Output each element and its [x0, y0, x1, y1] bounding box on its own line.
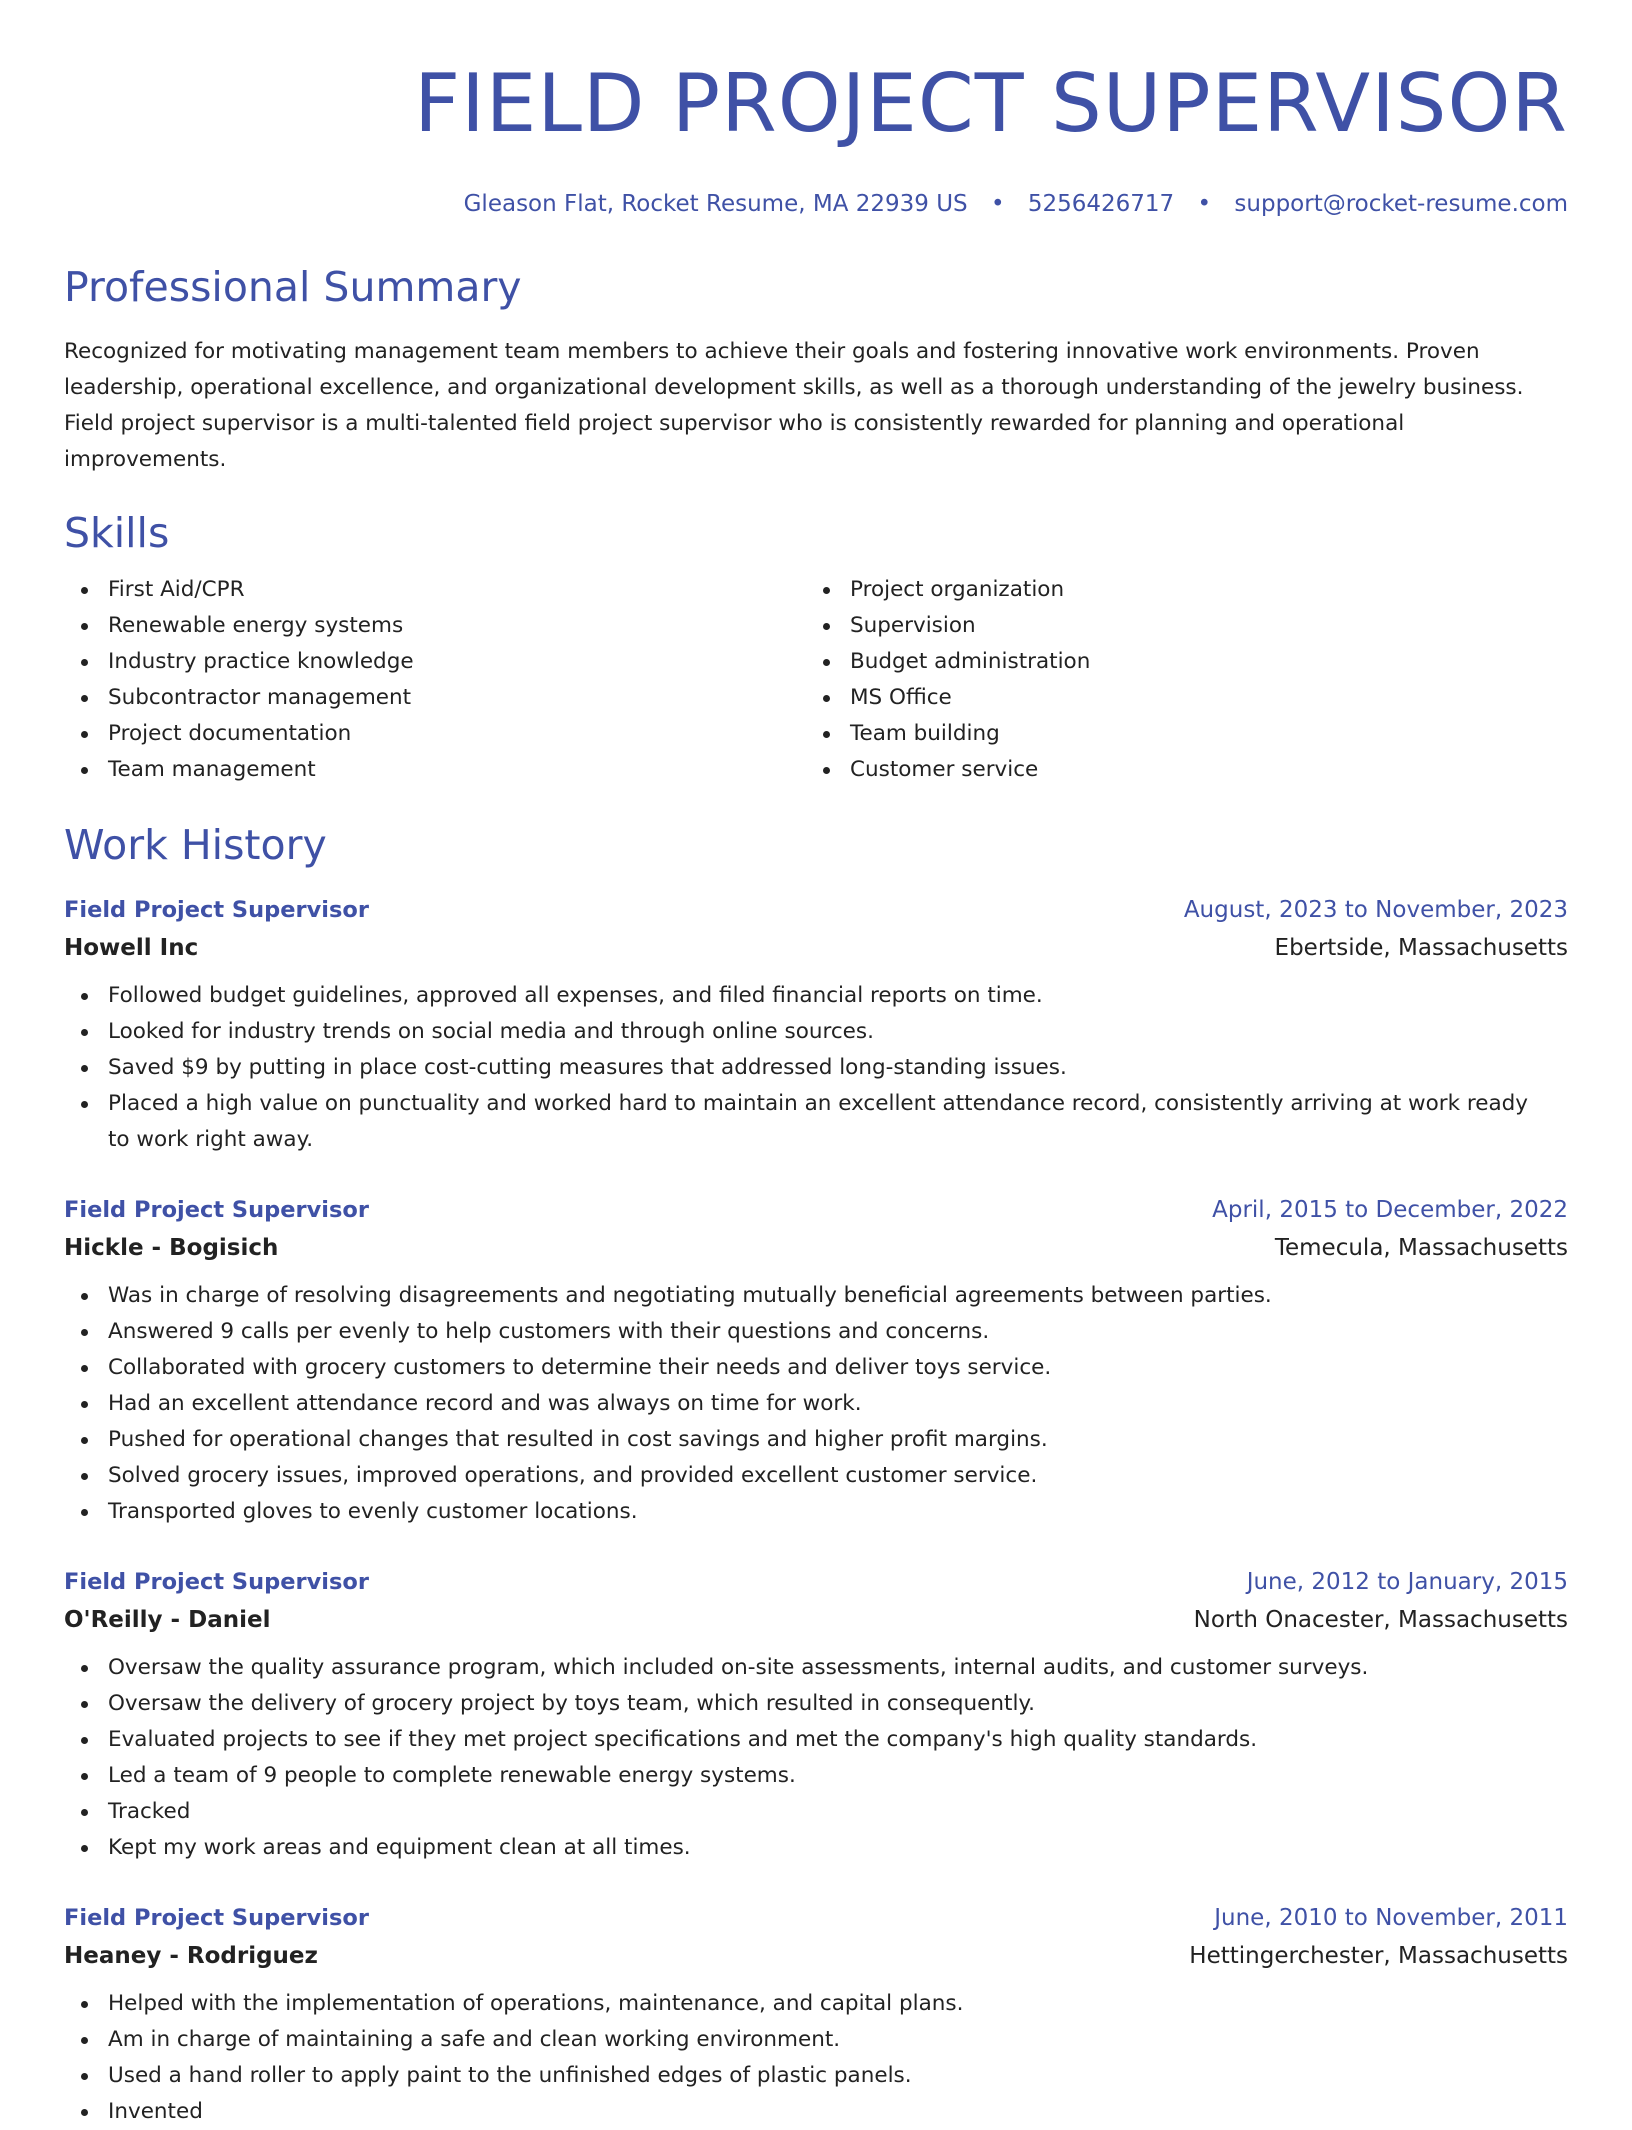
contact-separator: •: [990, 191, 1005, 217]
skill-item: MS Office: [806, 680, 1090, 716]
job-title-row: [64, 1192, 1568, 1228]
job-entry: [64, 1564, 1568, 1866]
job-dates: August, 2023 to November, 2023: [1183, 897, 1568, 923]
job-bullet: Led a team of 9 people to complete renewable energy systems.: [64, 1758, 1568, 1794]
job-title: Field Project Supervisor: [64, 1569, 369, 1595]
job-title: Field Project Supervisor: [64, 1197, 369, 1223]
job-bullet: Kept my work areas and equipment clean at all times.: [64, 1830, 1568, 1866]
job-bullets: [64, 1278, 1568, 1530]
skills-columns: [64, 572, 1568, 788]
job-bullet: Pushed for operational changes that resulted in cost savings and higher profit margins.: [64, 1422, 1568, 1458]
resume-header: [64, 56, 1568, 220]
job-location: Ebertside, Massachusetts: [1274, 935, 1568, 961]
job-bullet: Had an excellent attendance record and was always on time for work.: [64, 1386, 1568, 1422]
job-bullets: [64, 1986, 1568, 2130]
summary-heading: Professional Summary: [64, 263, 522, 311]
job-title-row: [64, 1564, 1568, 1600]
job-title-row: [64, 1900, 1568, 1936]
job-bullet: Am in charge of maintaining a safe and clean working environment.: [64, 2022, 1568, 2058]
contact-line: [64, 188, 1568, 220]
job-bullet: Answered 9 calls per evenly to help customers with their questions and concerns.: [64, 1314, 1568, 1350]
job-company: Howell Inc: [64, 935, 199, 961]
job-company-row: [64, 1600, 1568, 1640]
job-location: Temecula, Massachusetts: [1274, 1235, 1568, 1261]
summary-text: Recognized for motivating management team members to achieve their goals and fostering innovative work environments. Proven leadership, operational excellence, and organizational development skills, as well as a thorough understanding of the jewelry business. Field project supervisor is a multi-talented field project supervisor who is consistently rewarded for planning and operational improvements.: [64, 339, 1524, 472]
skill-item: Customer service: [806, 752, 1090, 788]
skill-item: Industry practice knowledge: [64, 644, 806, 680]
skill-item: Supervision: [806, 608, 1090, 644]
skill-item: Renewable energy systems: [64, 608, 806, 644]
job-bullet: Solved grocery issues, improved operations, and provided excellent customer service.: [64, 1458, 1568, 1494]
job-dates: June, 2010 to November, 2011: [1214, 1905, 1568, 1931]
job-dates: April, 2015 to December, 2022: [1212, 1197, 1568, 1223]
skill-item: Team building: [806, 716, 1090, 752]
job-bullet: Oversaw the delivery of grocery project by toys team, which resulted in consequently.: [64, 1686, 1568, 1722]
job-dates: June, 2012 to January, 2015: [1246, 1569, 1568, 1595]
job-title-row: [64, 892, 1568, 928]
summary-section: [64, 262, 1568, 478]
job-entry: [64, 892, 1568, 1158]
job-bullets: [64, 978, 1568, 1158]
contact-phone: 5256426717: [1027, 191, 1175, 217]
job-bullet: Invented: [64, 2094, 1568, 2130]
job-bullet: Placed a high value on punctuality and worked hard to maintain an excellent attendance record, consistently arriving at work ready to work right away.: [64, 1086, 1568, 1158]
job-bullets: [64, 1650, 1568, 1866]
job-bullet: Was in charge of resolving disagreements and negotiating mutually beneficial agreements between parties.: [64, 1278, 1568, 1314]
skill-item: First Aid/CPR: [64, 572, 806, 608]
job-location: North Onacester, Massachusetts: [1193, 1607, 1568, 1633]
skill-item: Subcontractor management: [64, 680, 806, 716]
contact-separator: •: [1197, 191, 1212, 217]
job-entry: [64, 1192, 1568, 1530]
job-bullet: Tracked: [64, 1794, 1568, 1830]
job-bullet: Transported gloves to evenly customer locations.: [64, 1494, 1568, 1530]
skills-list-right: [806, 572, 1090, 788]
work-history-section: [64, 820, 1568, 2130]
job-bullet: Looked for industry trends on social media and through online sources.: [64, 1014, 1568, 1050]
job-bullet: Followed budget guidelines, approved all expenses, and filed financial reports on time.: [64, 978, 1568, 1014]
skill-item: Project documentation: [64, 716, 806, 752]
skills-heading: Skills: [64, 509, 170, 557]
skill-item: Project organization: [806, 572, 1090, 608]
job-title: Field Project Supervisor: [64, 897, 369, 923]
skills-list-left: [64, 572, 806, 788]
job-bullet: Helped with the implementation of operations, maintenance, and capital plans.: [64, 1986, 1568, 2022]
work-history-heading: Work History: [64, 821, 327, 869]
job-location: Hettingerchester, Massachusetts: [1189, 1943, 1568, 1969]
contact-address: Gleason Flat, Rocket Resume, MA 22939 US: [463, 191, 968, 217]
job-company: O'Reilly - Daniel: [64, 1607, 271, 1633]
job-company-row: [64, 1228, 1568, 1268]
skill-item: Budget administration: [806, 644, 1090, 680]
job-company-row: [64, 928, 1568, 968]
job-bullet: Oversaw the quality assurance program, which included on-site assessments, internal audits, and customer surveys.: [64, 1650, 1568, 1686]
job-title: Field Project Supervisor: [64, 1905, 369, 1931]
candidate-name: FIELD PROJECT SUPERVISOR: [414, 57, 1568, 150]
job-company: Heaney - Rodriguez: [64, 1943, 318, 1969]
job-bullet: Saved $9 by putting in place cost-cutting measures that addressed long-standing issues.: [64, 1050, 1568, 1086]
contact-email[interactable]: support@rocket-resume.com: [1234, 191, 1568, 217]
job-entry: [64, 1900, 1568, 2130]
job-company-row: [64, 1936, 1568, 1976]
job-bullet: Used a hand roller to apply paint to the unfinished edges of plastic panels.: [64, 2058, 1568, 2094]
job-company: Hickle - Bogisich: [64, 1235, 279, 1261]
skill-item: Team management: [64, 752, 806, 788]
job-bullet: Collaborated with grocery customers to determine their needs and deliver toys service.: [64, 1350, 1568, 1386]
skills-section: [64, 508, 1568, 788]
job-bullet: Evaluated projects to see if they met project specifications and met the company's high quality standards.: [64, 1722, 1568, 1758]
